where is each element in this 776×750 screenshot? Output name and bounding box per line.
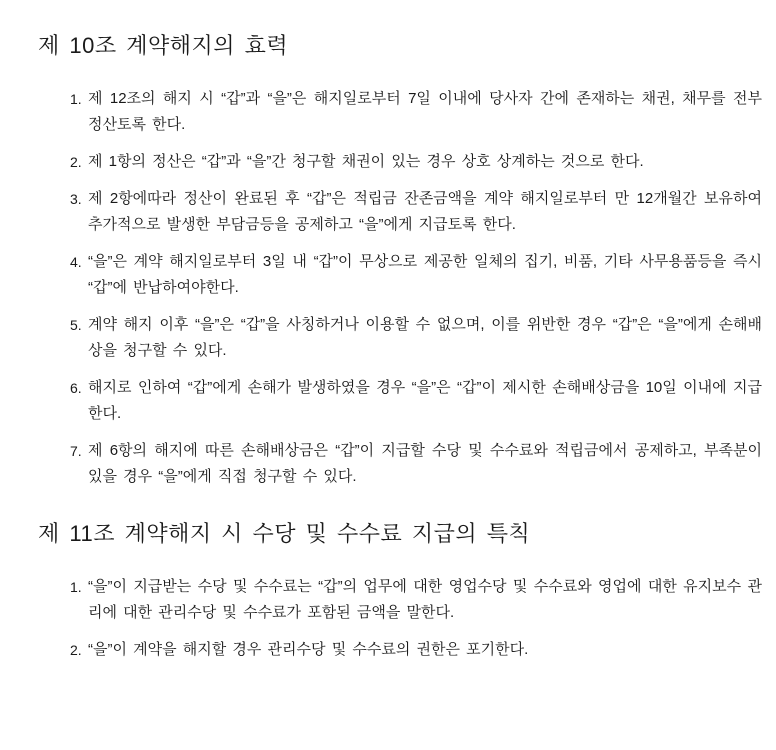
item-number: 1. [70, 91, 82, 107]
item-number: 3. [70, 191, 82, 207]
list-item [70, 637, 762, 663]
item-text: “을”이 지급받는 수당 및 수수료는 “갑”의 업무에 대한 영업수당 및 수수료와 영업에 대한 유지보수 관리에 대한 관리수당 및 수수료가 포함된 금액을 말한다. [88, 578, 762, 621]
list-item [70, 86, 762, 138]
item-number: 2. [70, 642, 82, 658]
list-item [70, 149, 762, 175]
article-10-section [38, 33, 762, 490]
item-text: 해지로 인하여 “갑”에게 손해가 발생하였을 경우 “을”은 “갑”이 제시한 손해배상금을 10일 이내에 지급한다. [88, 379, 762, 422]
item-text: 계약 해지 이후 “을”은 “갑”을 사칭하거나 이용할 수 없으며, 이를 위반한 경우 “갑”은 “을”에게 손해배상을 청구할 수 있다. [88, 316, 762, 359]
item-text: 제 2항에따라 정산이 완료된 후 “갑”은 적립금 잔존금액을 계약 해지일로부터 만 12개월간 보유하여 추가적으로 발생한 부담금등을 공제하고 “을”에게 지급토록 한다. [88, 190, 762, 233]
item-text: 제 12조의 해지 시 “갑”과 “을”은 해지일로부터 7일 이내에 당사자 간에 존재하는 채권, 채무를 전부 정산토록 한다. [88, 90, 762, 133]
item-text: “을”은 계약 해지일로부터 3일 내 “갑”이 무상으로 제공한 일체의 집기, 비품, 기타 사무용품등을 즉시 “갑”에 반납하여야한다. [88, 253, 762, 296]
item-number: 6. [70, 380, 82, 396]
article-10-item-list [70, 86, 762, 490]
list-item [70, 186, 762, 238]
item-number: 1. [70, 579, 82, 595]
article-11-section [38, 521, 762, 663]
article-11-item-list [70, 574, 762, 663]
article-11-heading: 제 11조 계약해지 시 수당 및 수수료 지급의 특칙 [38, 521, 531, 546]
list-item [70, 249, 762, 301]
list-item [70, 438, 762, 490]
article-10-heading: 제 10조 계약해지의 효력 [38, 33, 289, 58]
list-item [70, 375, 762, 427]
list-item [70, 312, 762, 364]
list-item [70, 574, 762, 626]
item-number: 2. [70, 154, 82, 170]
item-text: 제 1항의 정산은 “갑”과 “을”간 청구할 채권이 있는 경우 상호 상계하는 것으로 한다. [88, 153, 644, 170]
item-number: 7. [70, 443, 82, 459]
item-number: 4. [70, 254, 82, 270]
item-number: 5. [70, 317, 82, 333]
item-text: “을”이 계약을 해지할 경우 관리수당 및 수수료의 권한은 포기한다. [88, 641, 529, 658]
item-text: 제 6항의 해지에 따른 손해배상금은 “갑”이 지급할 수당 및 수수료와 적립금에서 공제하고, 부족분이 있을 경우 “을”에게 직접 청구할 수 있다. [88, 442, 762, 485]
